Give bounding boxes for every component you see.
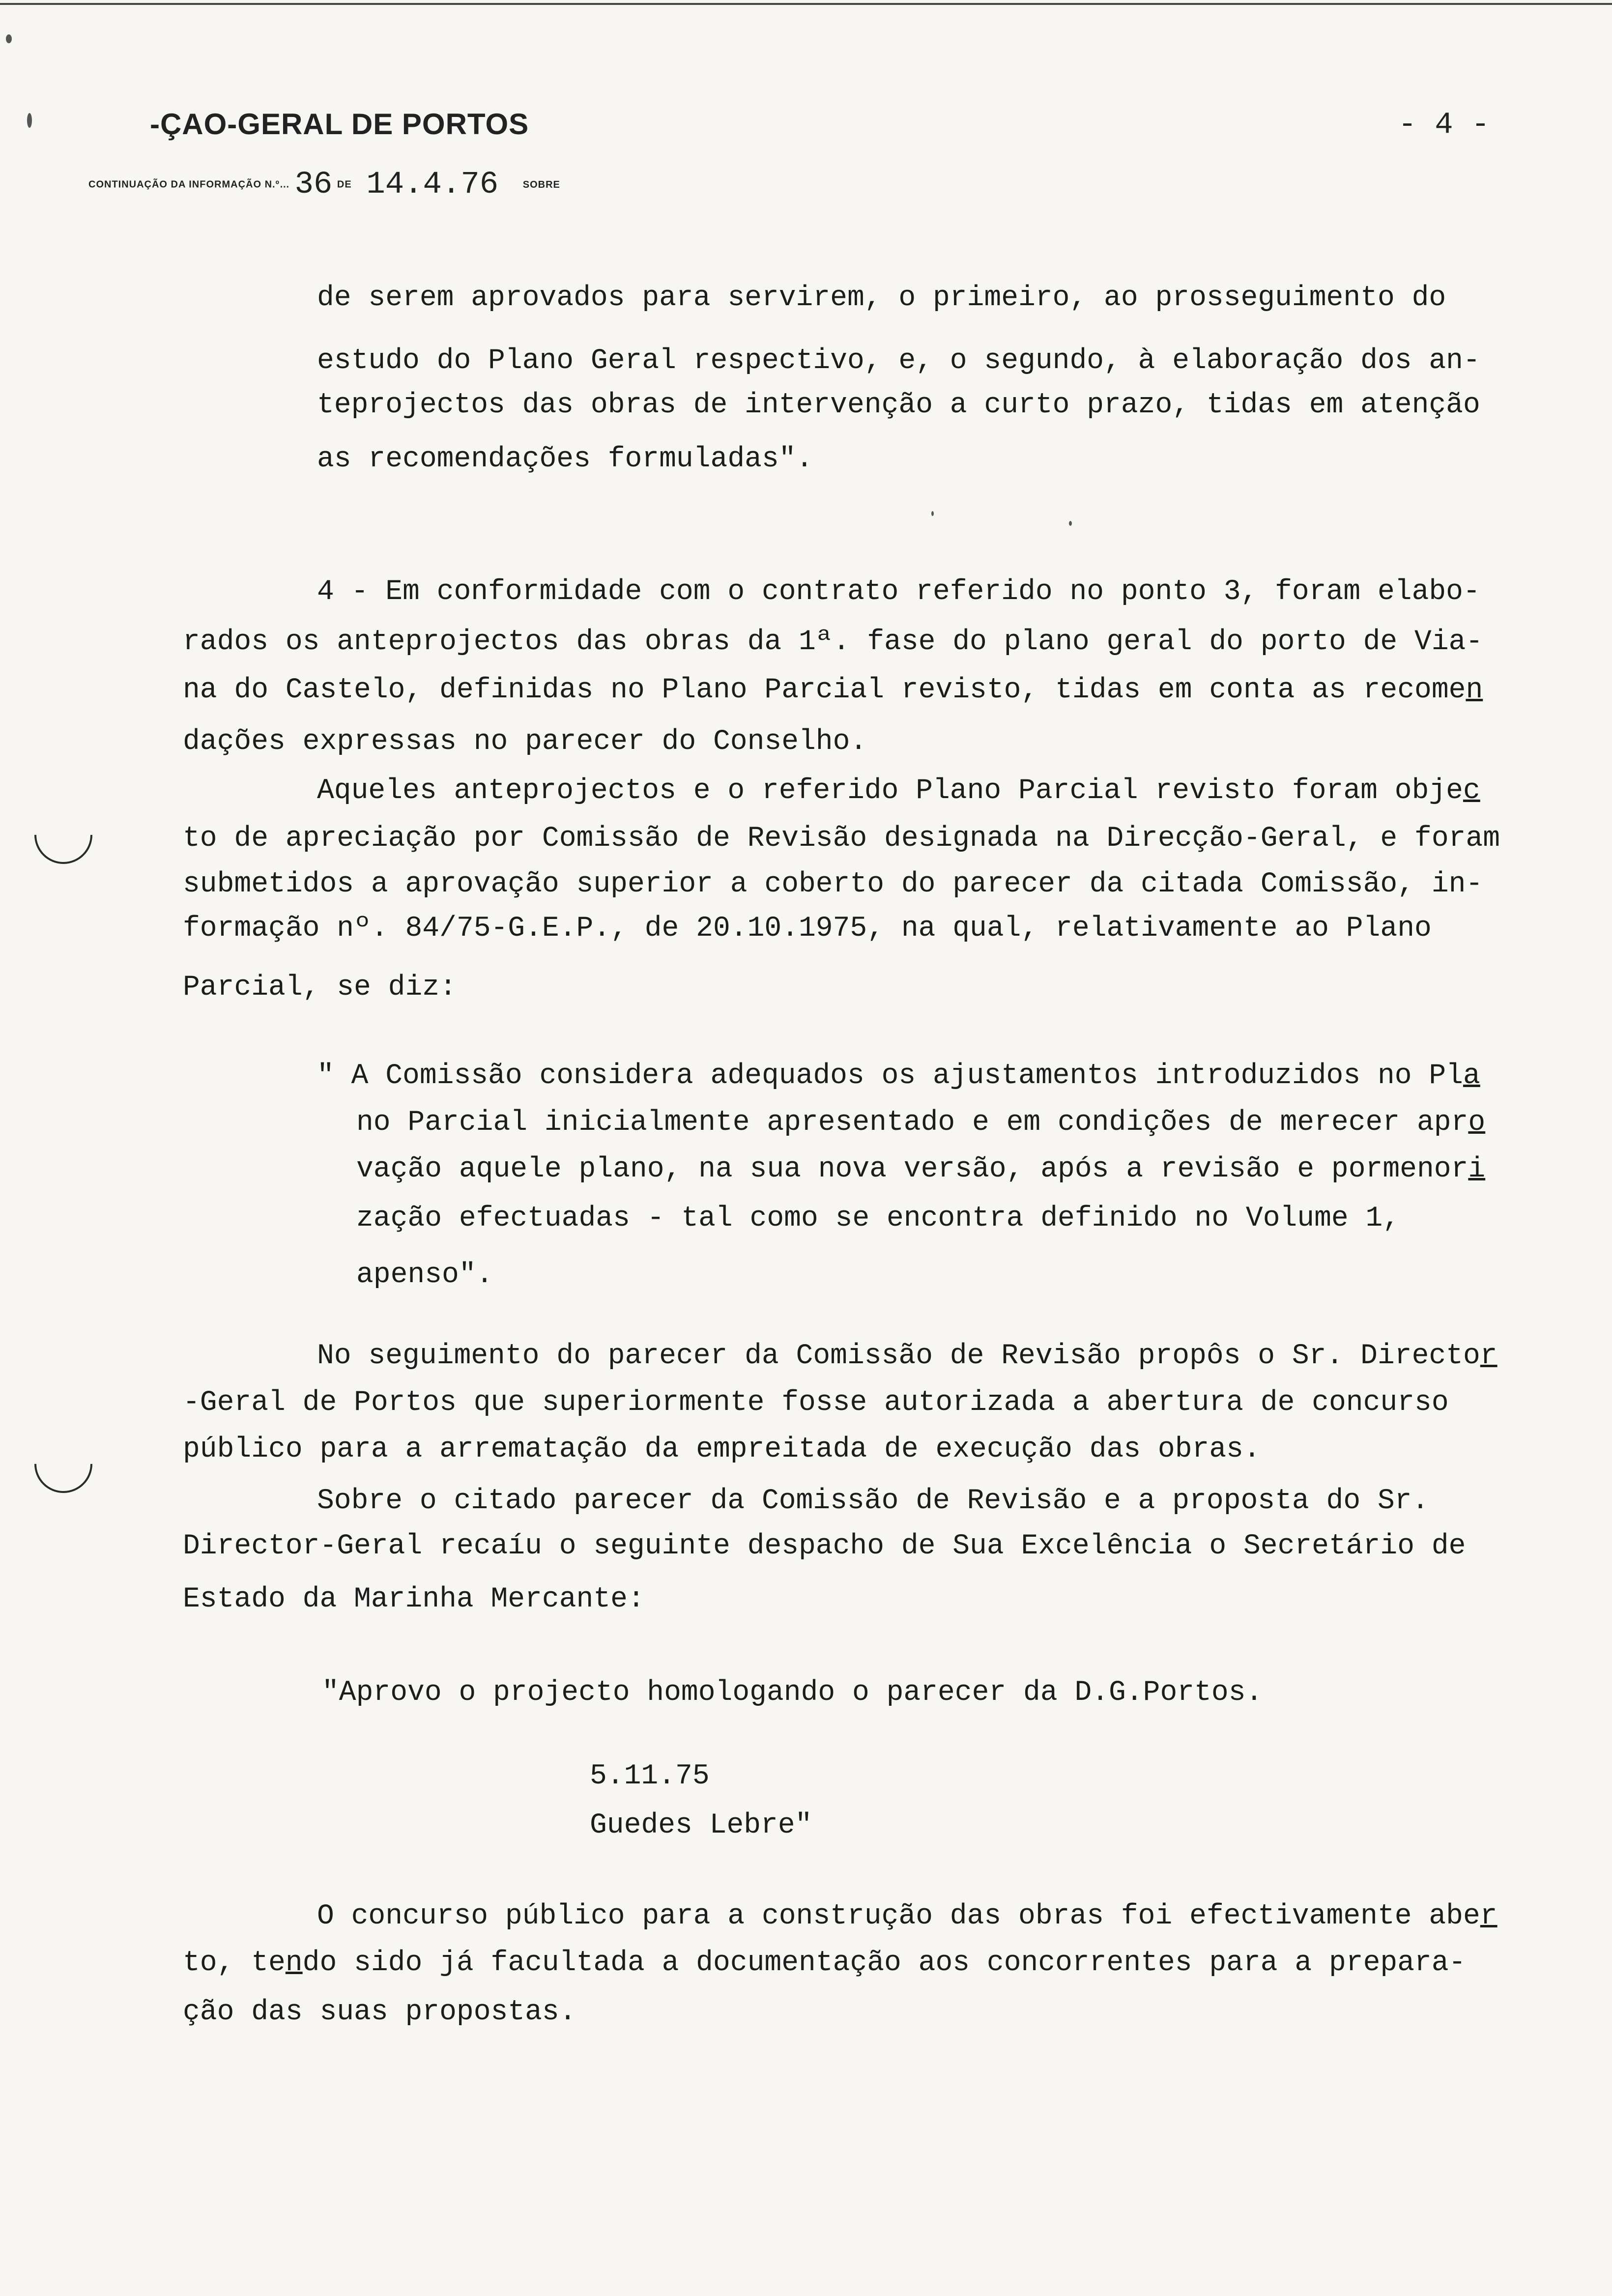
header-title: -ÇAO-GERAL DE PORTOS <box>150 108 529 141</box>
scan-speck <box>6 34 12 43</box>
about-label: SOBRE <box>522 179 560 190</box>
quote1-line-3: teprojectos das obras de intervenção a curto prazo, tidas em atenção <box>317 389 1480 421</box>
para6-line-3: público para a arrematação da empreitada de execução das obras. <box>183 1434 1261 1465</box>
para7-line-1: Sobre o citado parecer da Comissão de Revisão e a proposta do Sr. <box>317 1485 1429 1517</box>
para8-line-2: to, tendo sido já facultada a documentação aos concorrentes para a prepara- <box>183 1947 1466 1979</box>
para5-line-3: submetidos a aprovação superior a coberto do parecer da citada Comissão, in- <box>183 868 1483 900</box>
quote2-line-4: zação efectuadas - tal como se encontra definido no Volume 1, <box>356 1203 1400 1234</box>
despacho-date: 5.11.75 <box>590 1760 710 1792</box>
para4-line-4: dações expressas no parecer do Conselho. <box>183 726 867 758</box>
top-border-line <box>0 3 1612 5</box>
despacho-signature: Guedes Lebre" <box>590 1809 812 1841</box>
quote2-line-1: " A Comissão considera adequados os ajustamentos introduzidos no Pla <box>317 1060 1480 1092</box>
quote2-line-5: apenso". <box>356 1259 493 1291</box>
para6-line-2: -Geral de Portos que superiormente fosse autorizada a abertura de concurso <box>183 1387 1449 1419</box>
para4-line-2: rados os anteprojectos das obras da 1ª. fase do plano geral do porto de Via- <box>183 626 1483 658</box>
quote1-line-1: de serem aprovados para servirem, o primeiro, ao prosseguimento do <box>317 282 1446 314</box>
quote2-line-2: no Parcial inicialmente apresentado e em condições de merecer apro <box>356 1107 1486 1139</box>
punch-hole-top <box>23 794 105 876</box>
date-label: DE <box>337 179 352 190</box>
scan-speck <box>1069 521 1072 526</box>
scan-speck <box>931 511 934 516</box>
para7-line-2: Director-Geral recaíu o seguinte despacho de Sua Excelência o Secretário de <box>183 1530 1466 1562</box>
quote1-line-2: estudo do Plano Geral respectivo, e, o segundo, à elaboração dos an- <box>317 345 1480 377</box>
continuation-label: CONTINUAÇÃO DA INFORMAÇÃO N.º <box>88 179 280 190</box>
para4-line-1: 4 - Em conformidade com o contrato referido no ponto 3, foram elabo- <box>317 576 1480 608</box>
scan-speck <box>27 113 32 128</box>
continuation-line: CONTINUAÇÃO DA INFORMAÇÃO N.º… 36 DE 14.4.76 SOBRE <box>88 167 560 202</box>
info-number: 36 <box>294 167 333 202</box>
para8-line-1: O concurso público para a construção das obras foi efectivamente aber <box>317 1900 1497 1932</box>
para5-line-5: Parcial, se diz: <box>183 972 457 1004</box>
quote2-line-3: vação aquele plano, na sua nova versão, após a revisão e pormenori <box>356 1153 1486 1185</box>
despacho-quote: "Aprovo o projecto homologando o parecer da D.G.Portos. <box>322 1677 1263 1709</box>
para5-line-1: Aqueles anteprojectos e o referido Plano Parcial revisto foram objec <box>317 775 1480 807</box>
para6-line-1: No seguimento do parecer da Comissão de Revisão propôs o Sr. Director <box>317 1340 1497 1372</box>
page-number: - 4 - <box>1398 107 1490 142</box>
para7-line-3: Estado da Marinha Mercante: <box>183 1583 645 1615</box>
para5-line-4: formação nº. 84/75-G.E.P., de 20.10.1975, na qual, relativamente ao Plano <box>183 913 1432 945</box>
para4-line-3: na do Castelo, definidas no Plano Parcial revisto, tidas em conta as recomen <box>183 674 1483 706</box>
info-date: 14.4.76 <box>366 167 499 202</box>
para5-line-2: to de apreciação por Comissão de Revisão designada na Direcção-Geral, e foram <box>183 823 1500 855</box>
quote1-line-4: as recomendações formuladas". <box>317 443 813 475</box>
para8-line-3: ção das suas propostas. <box>183 1996 576 2028</box>
punch-hole-bottom <box>23 1423 105 1505</box>
